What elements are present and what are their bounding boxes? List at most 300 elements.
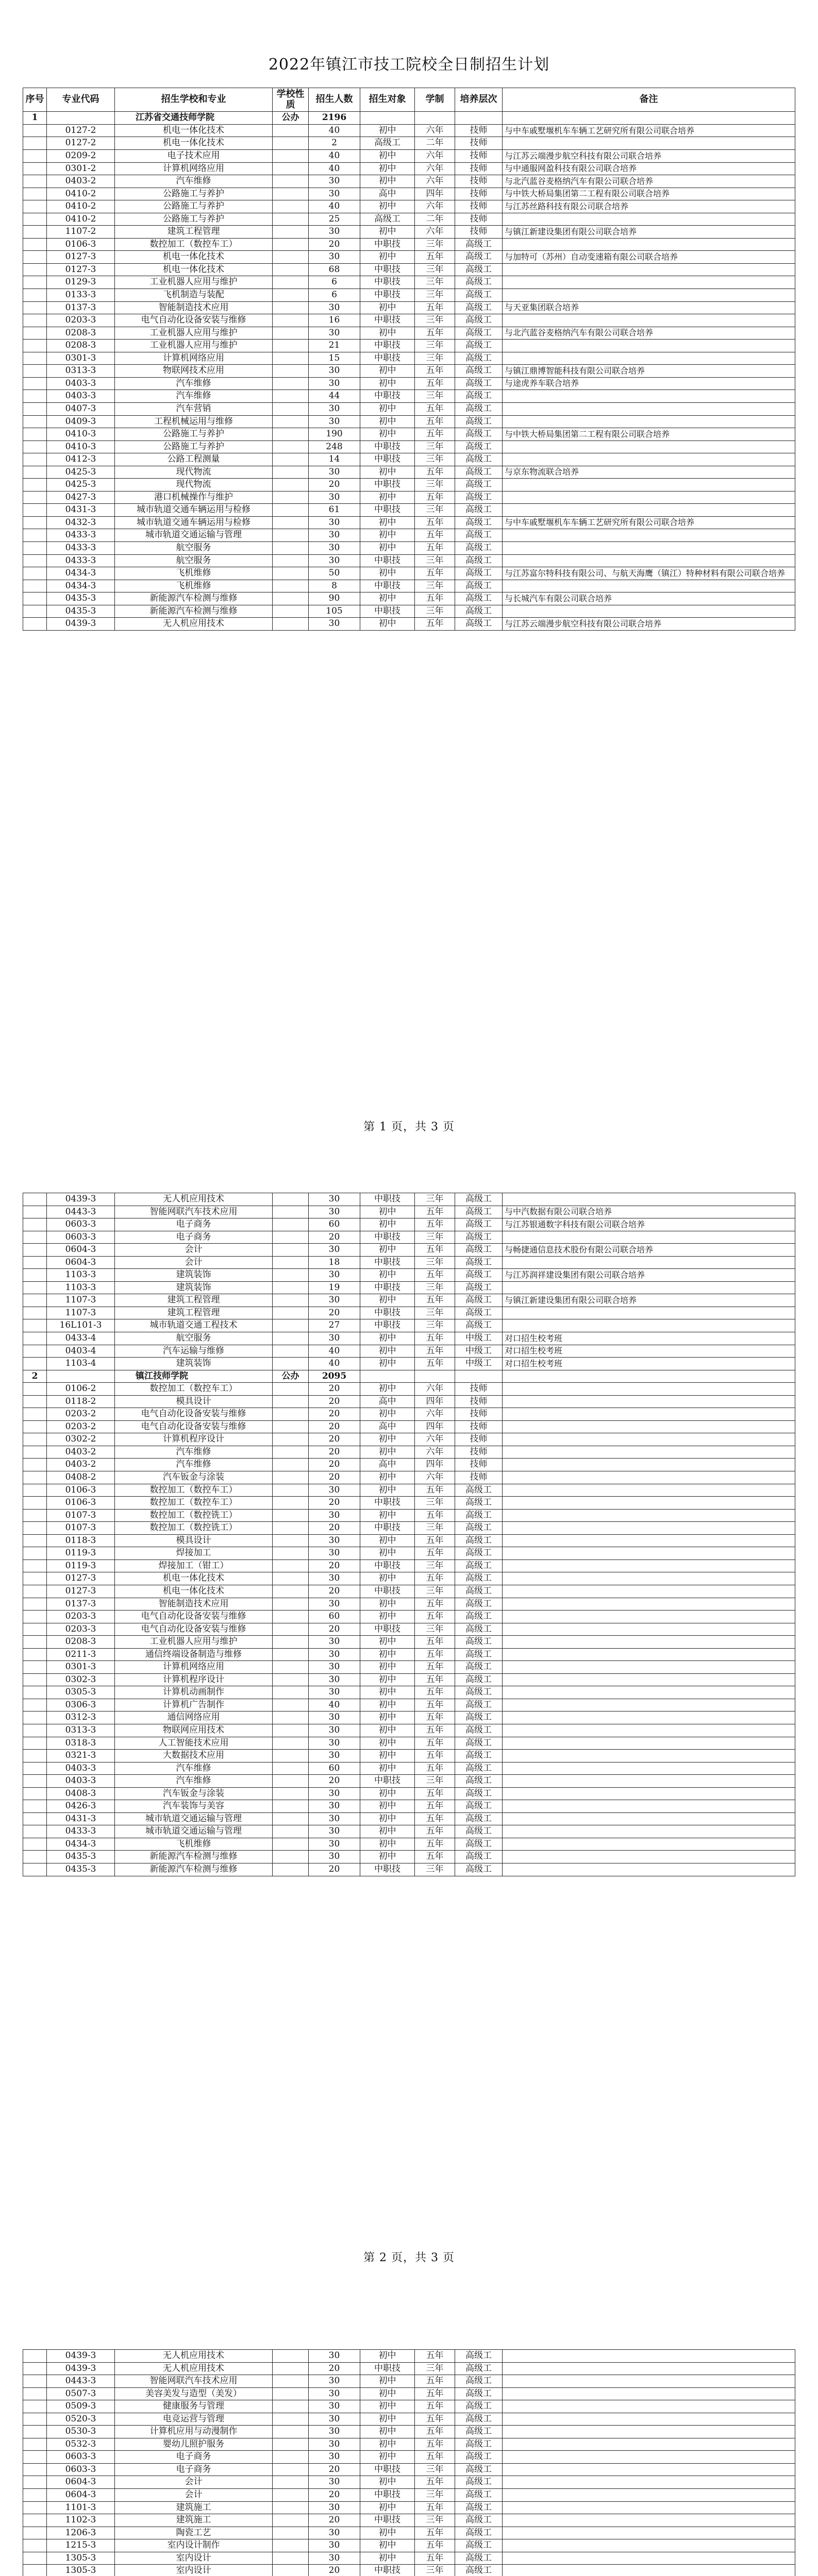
school-nature	[273, 1825, 309, 1838]
row-number	[23, 377, 47, 390]
remark	[503, 402, 795, 415]
enrollment-count: 19	[309, 1281, 360, 1294]
table-row	[23, 2362, 795, 2375]
remark	[503, 1395, 795, 1408]
major-name: 城市轨道交通车辆运用与检修	[115, 504, 273, 517]
column-header: 专业代码	[47, 88, 115, 112]
row-number	[23, 1661, 47, 1674]
major-name: 婴幼儿照护服务	[115, 2438, 273, 2451]
duration: 三年	[415, 479, 455, 492]
duration: 四年	[415, 1459, 455, 1471]
major-code: 0106-3	[47, 238, 115, 251]
enrollment-table	[23, 1193, 795, 1876]
duration: 五年	[415, 1598, 455, 1611]
school-nature	[273, 1585, 309, 1598]
table-row	[23, 415, 795, 428]
table-row	[23, 1218, 795, 1231]
school-nature	[273, 428, 309, 441]
major-name: 电子商务	[115, 1218, 273, 1231]
enrollment-target: 高级工	[360, 213, 415, 226]
training-level: 技师	[455, 1408, 503, 1421]
table-row	[23, 1509, 795, 1522]
training-level: 高级工	[455, 1775, 503, 1788]
school-nature	[273, 1838, 309, 1851]
major-code: 0127-3	[47, 251, 115, 264]
major-code: 0425-3	[47, 479, 115, 492]
duration: 六年	[415, 1446, 455, 1459]
major-code: 0107-3	[47, 1522, 115, 1535]
duration: 五年	[415, 1825, 455, 1838]
enrollment-target: 中职技	[360, 1863, 415, 1876]
duration: 五年	[415, 1534, 455, 1547]
remark	[503, 1598, 795, 1611]
duration: 三年	[415, 1522, 455, 1535]
table-row	[23, 301, 795, 314]
school-row	[23, 112, 795, 125]
training-level: 高级工	[455, 1572, 503, 1585]
row-number	[23, 2413, 47, 2426]
row-number	[23, 1838, 47, 1851]
table-row	[23, 1395, 795, 1408]
training-level: 高级工	[455, 2501, 503, 2514]
major-name: 建筑装饰	[115, 1269, 273, 1282]
training-level: 高级工	[455, 1497, 503, 1510]
training-level: 高级工	[455, 592, 503, 605]
enrollment-count: 30	[309, 541, 360, 554]
duration: 五年	[415, 466, 455, 479]
row-number	[23, 1345, 47, 1358]
major-name: 大数据技术应用	[115, 1750, 273, 1762]
document-page-3	[0, 2313, 818, 2576]
table-row	[23, 466, 795, 479]
major-name: 公路施工与养护	[115, 440, 273, 453]
remark	[503, 1231, 795, 1244]
major-code: 0410-3	[47, 428, 115, 441]
training-level: 高级工	[455, 2400, 503, 2413]
enrollment-target: 初中	[360, 1446, 415, 1459]
remark	[503, 1611, 795, 1623]
duration: 三年	[415, 605, 455, 618]
enrollment-target: 中职技	[360, 1585, 415, 1598]
training-level: 高级工	[455, 263, 503, 276]
major-name: 通信网络应用	[115, 1711, 273, 1724]
row-number	[23, 415, 47, 428]
remark: 与江苏丝路科技有限公司联合培养	[503, 200, 795, 213]
duration: 五年	[415, 1724, 455, 1737]
major-name: 汽车营销	[115, 402, 273, 415]
remark	[503, 390, 795, 403]
remark	[503, 1459, 795, 1471]
enrollment-target: 中职技	[360, 580, 415, 592]
enrollment-target: 高中	[360, 188, 415, 200]
remark: 与长城汽车有限公司联合培养	[503, 592, 795, 605]
enrollment-count: 20	[309, 1383, 360, 1396]
enrollment-count: 30	[309, 554, 360, 567]
remark: 与江苏富尔特科技有限公司、与航天海鹰（镇江）特种材料有限公司联合培养	[503, 567, 795, 580]
duration: 五年	[415, 1332, 455, 1345]
remark	[503, 2375, 795, 2388]
enrollment-count: 30	[309, 1800, 360, 1813]
row-number	[23, 124, 47, 137]
enrollment-count: 20	[309, 2489, 360, 2502]
school-nature	[273, 605, 309, 618]
enrollment-count: 30	[309, 402, 360, 415]
major-code: 0211-3	[47, 1648, 115, 1661]
enrollment-count: 50	[309, 567, 360, 580]
school-nature	[273, 2413, 309, 2426]
enrollment-target: 高中	[360, 1395, 415, 1408]
table-row	[23, 263, 795, 276]
school-total: 2095	[309, 1370, 360, 1383]
training-level: 高级工	[455, 301, 503, 314]
duration: 三年	[415, 2362, 455, 2375]
row-number	[23, 200, 47, 213]
table-row	[23, 402, 795, 415]
school-nature	[273, 1497, 309, 1510]
table-row	[23, 1737, 795, 1750]
school-nature	[273, 1611, 309, 1623]
major-code: 0408-2	[47, 1471, 115, 1484]
remark	[503, 1673, 795, 1686]
enrollment-count: 30	[309, 1851, 360, 1863]
training-level: 高级工	[455, 1711, 503, 1724]
major-code: 0403-3	[47, 377, 115, 390]
major-code: 0127-2	[47, 137, 115, 150]
enrollment-count: 30	[309, 2476, 360, 2489]
training-level: 高级工	[455, 1534, 503, 1547]
training-level: 高级工	[455, 541, 503, 554]
table-row	[23, 2375, 795, 2388]
duration: 五年	[415, 1711, 455, 1724]
major-code: 0208-3	[47, 1636, 115, 1649]
table-row	[23, 1762, 795, 1775]
school-nature	[273, 516, 309, 529]
row-number	[23, 529, 47, 542]
major-code: 0604-3	[47, 2489, 115, 2502]
row-number	[23, 1851, 47, 1863]
enrollment-count: 30	[309, 1572, 360, 1585]
row-number	[23, 1509, 47, 1522]
training-level: 高级工	[455, 2463, 503, 2476]
school-nature	[273, 1269, 309, 1282]
major-code: 0106-3	[47, 1484, 115, 1497]
school-nature	[273, 440, 309, 453]
major-code: 1107-2	[47, 226, 115, 239]
school-nature	[273, 554, 309, 567]
duration: 三年	[415, 289, 455, 302]
school-nature	[273, 1699, 309, 1711]
table-row	[23, 1724, 795, 1737]
training-level: 高级工	[455, 1611, 503, 1623]
training-level: 高级工	[455, 1256, 503, 1269]
column-header: 招生人数	[309, 88, 360, 112]
row-number	[23, 1673, 47, 1686]
row-number	[23, 541, 47, 554]
major-name: 室内设计	[115, 2552, 273, 2565]
enrollment-target: 中职技	[360, 2463, 415, 2476]
remark	[503, 2489, 795, 2502]
school-nature	[273, 1547, 309, 1560]
school-nature	[273, 1345, 309, 1358]
enrollment-count: 30	[309, 516, 360, 529]
table-row	[23, 150, 795, 163]
training-level: 高级工	[455, 1193, 503, 1206]
column-header: 培养层次	[455, 88, 503, 112]
major-name: 智能制造技术应用	[115, 301, 273, 314]
enrollment-target: 中职技	[360, 238, 415, 251]
major-name: 公路工程测量	[115, 453, 273, 466]
table-row	[23, 1319, 795, 1332]
row-number	[23, 1244, 47, 1257]
enrollment-target: 初中	[360, 1433, 415, 1446]
major-name: 汽车维修	[115, 1775, 273, 1788]
major-code: 0530-3	[47, 2426, 115, 2438]
school-nature	[273, 479, 309, 492]
school-nature	[273, 402, 309, 415]
enrollment-count: 20	[309, 2463, 360, 2476]
school-total: 2196	[309, 112, 360, 125]
enrollment-count: 30	[309, 1673, 360, 1686]
remark: 与镇江鼎博智能科技有限公司联合培养	[503, 365, 795, 378]
enrollment-target: 中职技	[360, 314, 415, 327]
major-code: 0410-2	[47, 213, 115, 226]
table-row	[23, 327, 795, 340]
enrollment-count: 30	[309, 1332, 360, 1345]
remark	[503, 1686, 795, 1699]
major-name: 城市轨道交通运输与管理	[115, 529, 273, 542]
row-number	[23, 1395, 47, 1408]
remark	[503, 314, 795, 327]
major-name: 模具设计	[115, 1395, 273, 1408]
duration: 五年	[415, 2539, 455, 2552]
enrollment-count: 30	[309, 1244, 360, 1257]
training-level: 高级工	[455, 2362, 503, 2375]
row-number	[23, 1231, 47, 1244]
major-name: 电气自动化设备安装与维修	[115, 1408, 273, 1421]
table-row	[23, 1269, 795, 1282]
major-code: 0433-3	[47, 554, 115, 567]
major-name: 无人机应用技术	[115, 2362, 273, 2375]
row-number	[23, 1737, 47, 1750]
school-nature	[273, 1686, 309, 1699]
enrollment-count: 30	[309, 529, 360, 542]
duration: 五年	[415, 1838, 455, 1851]
school-nature	[273, 2463, 309, 2476]
enrollment-target: 初中	[360, 1762, 415, 1775]
training-level: 高级工	[455, 2552, 503, 2565]
duration: 六年	[415, 150, 455, 163]
row-number	[23, 567, 47, 580]
major-code: 0431-3	[47, 1812, 115, 1825]
major-code: 0509-3	[47, 2400, 115, 2413]
major-name: 陶瓷工艺	[115, 2527, 273, 2539]
major-code: 0403-3	[47, 1762, 115, 1775]
enrollment-target: 中职技	[360, 479, 415, 492]
document-page-2	[0, 1157, 818, 2313]
remark: 与中通服网盈科技有限公司联合培养	[503, 162, 795, 175]
school-nature	[273, 124, 309, 137]
empty-cell	[455, 112, 503, 125]
row-number	[23, 301, 47, 314]
row-number	[23, 2400, 47, 2413]
major-code: 0209-2	[47, 150, 115, 163]
enrollment-target: 初中	[360, 2476, 415, 2489]
duration: 三年	[415, 238, 455, 251]
major-code: 0603-3	[47, 1231, 115, 1244]
major-code: 0208-3	[47, 340, 115, 352]
major-code: 1305-3	[47, 2565, 115, 2576]
major-code: 0434-3	[47, 567, 115, 580]
table-row	[23, 226, 795, 239]
row-number	[23, 175, 47, 188]
training-level: 技师	[455, 200, 503, 213]
table-row	[23, 1534, 795, 1547]
enrollment-count: 40	[309, 162, 360, 175]
training-level: 技师	[455, 150, 503, 163]
major-code: 0407-3	[47, 402, 115, 415]
remark	[503, 1534, 795, 1547]
enrollment-target: 中职技	[360, 1231, 415, 1244]
empty-cell	[360, 1370, 415, 1383]
major-name: 公路施工与养护	[115, 188, 273, 200]
enrollment-target: 初中	[360, 2413, 415, 2426]
training-level: 高级工	[455, 554, 503, 567]
row-number	[23, 1433, 47, 1446]
duration: 五年	[415, 491, 455, 504]
major-code: 0119-3	[47, 1560, 115, 1572]
enrollment-count: 30	[309, 2375, 360, 2388]
major-code: 0203-2	[47, 1408, 115, 1421]
enrollment-count: 61	[309, 504, 360, 517]
enrollment-target: 初中	[360, 1825, 415, 1838]
major-code: 0129-3	[47, 276, 115, 289]
school-nature	[273, 365, 309, 378]
training-level: 技师	[455, 1433, 503, 1446]
enrollment-target: 初中	[360, 1611, 415, 1623]
duration: 五年	[415, 1547, 455, 1560]
major-code: 0433-3	[47, 541, 115, 554]
enrollment-target: 初中	[360, 1636, 415, 1649]
school-nature	[273, 453, 309, 466]
major-name: 飞机维修	[115, 567, 273, 580]
duration: 五年	[415, 1800, 455, 1813]
major-code: 0127-3	[47, 1585, 115, 1598]
remark	[503, 1711, 795, 1724]
school-nature	[273, 1446, 309, 1459]
major-code: 0443-3	[47, 1206, 115, 1218]
row-number	[23, 2387, 47, 2400]
enrollment-target: 初中	[360, 1851, 415, 1863]
row-number	[23, 2362, 47, 2375]
major-name: 建筑装饰	[115, 1281, 273, 1294]
major-name: 会计	[115, 2489, 273, 2502]
enrollment-count: 30	[309, 365, 360, 378]
enrollment-count: 20	[309, 1560, 360, 1572]
table-row	[23, 580, 795, 592]
enrollment-target: 初中	[360, 1218, 415, 1231]
table-row	[23, 289, 795, 302]
enrollment-count: 20	[309, 1408, 360, 1421]
enrollment-count: 30	[309, 1838, 360, 1851]
school-nature	[273, 2527, 309, 2539]
remark	[503, 1522, 795, 1535]
major-code: 0305-3	[47, 1686, 115, 1699]
training-level: 高级工	[455, 289, 503, 302]
row-number	[23, 1711, 47, 1724]
table-row	[23, 1446, 795, 1459]
remark	[503, 491, 795, 504]
remark	[503, 1787, 795, 1800]
enrollment-count: 20	[309, 1446, 360, 1459]
table-row	[23, 1256, 795, 1269]
row-number	[23, 1307, 47, 1319]
enrollment-target: 初中	[360, 491, 415, 504]
major-name: 电子商务	[115, 2463, 273, 2476]
table-row	[23, 124, 795, 137]
major-name: 建筑工程管理	[115, 226, 273, 239]
enrollment-count: 18	[309, 1256, 360, 1269]
table-row	[23, 1787, 795, 1800]
enrollment-count: 30	[309, 1711, 360, 1724]
duration: 五年	[415, 2501, 455, 2514]
school-nature	[273, 2552, 309, 2565]
enrollment-count: 30	[309, 2426, 360, 2438]
major-name: 工程机械运用与维修	[115, 415, 273, 428]
remark	[503, 1750, 795, 1762]
enrollment-target: 初中	[360, 2451, 415, 2464]
training-level: 高级工	[455, 352, 503, 365]
enrollment-count: 20	[309, 1775, 360, 1788]
enrollment-count: 30	[309, 1724, 360, 1737]
enrollment-count: 30	[309, 301, 360, 314]
training-level: 高级工	[455, 1724, 503, 1737]
row-number	[23, 238, 47, 251]
table-row	[23, 1345, 795, 1358]
major-code: 0439-3	[47, 1193, 115, 1206]
enrollment-target: 初中	[360, 1408, 415, 1421]
major-code: 0434-3	[47, 580, 115, 592]
enrollment-target: 初中	[360, 1724, 415, 1737]
major-name: 数控加工（数控车工）	[115, 238, 273, 251]
training-level: 高级工	[455, 365, 503, 378]
table-row	[23, 314, 795, 327]
training-level: 高级工	[455, 1509, 503, 1522]
major-name: 物联网技术应用	[115, 365, 273, 378]
school-nature	[273, 2539, 309, 2552]
row-number	[23, 440, 47, 453]
table-row	[23, 1459, 795, 1471]
empty-cell	[360, 112, 415, 125]
training-level: 高级工	[455, 2438, 503, 2451]
remark	[503, 1825, 795, 1838]
table-row	[23, 1812, 795, 1825]
table-row	[23, 238, 795, 251]
training-level: 高级工	[455, 428, 503, 441]
enrollment-count: 20	[309, 238, 360, 251]
duration: 五年	[415, 1851, 455, 1863]
remark	[503, 2463, 795, 2476]
table-row	[23, 554, 795, 567]
training-level: 技师	[455, 226, 503, 239]
enrollment-count: 30	[309, 327, 360, 340]
remark	[503, 1497, 795, 1510]
enrollment-target: 初中	[360, 2539, 415, 2552]
duration: 三年	[415, 554, 455, 567]
enrollment-target: 初中	[360, 150, 415, 163]
major-code: 0409-3	[47, 415, 115, 428]
training-level: 高级工	[455, 1598, 503, 1611]
table-row	[23, 1585, 795, 1598]
